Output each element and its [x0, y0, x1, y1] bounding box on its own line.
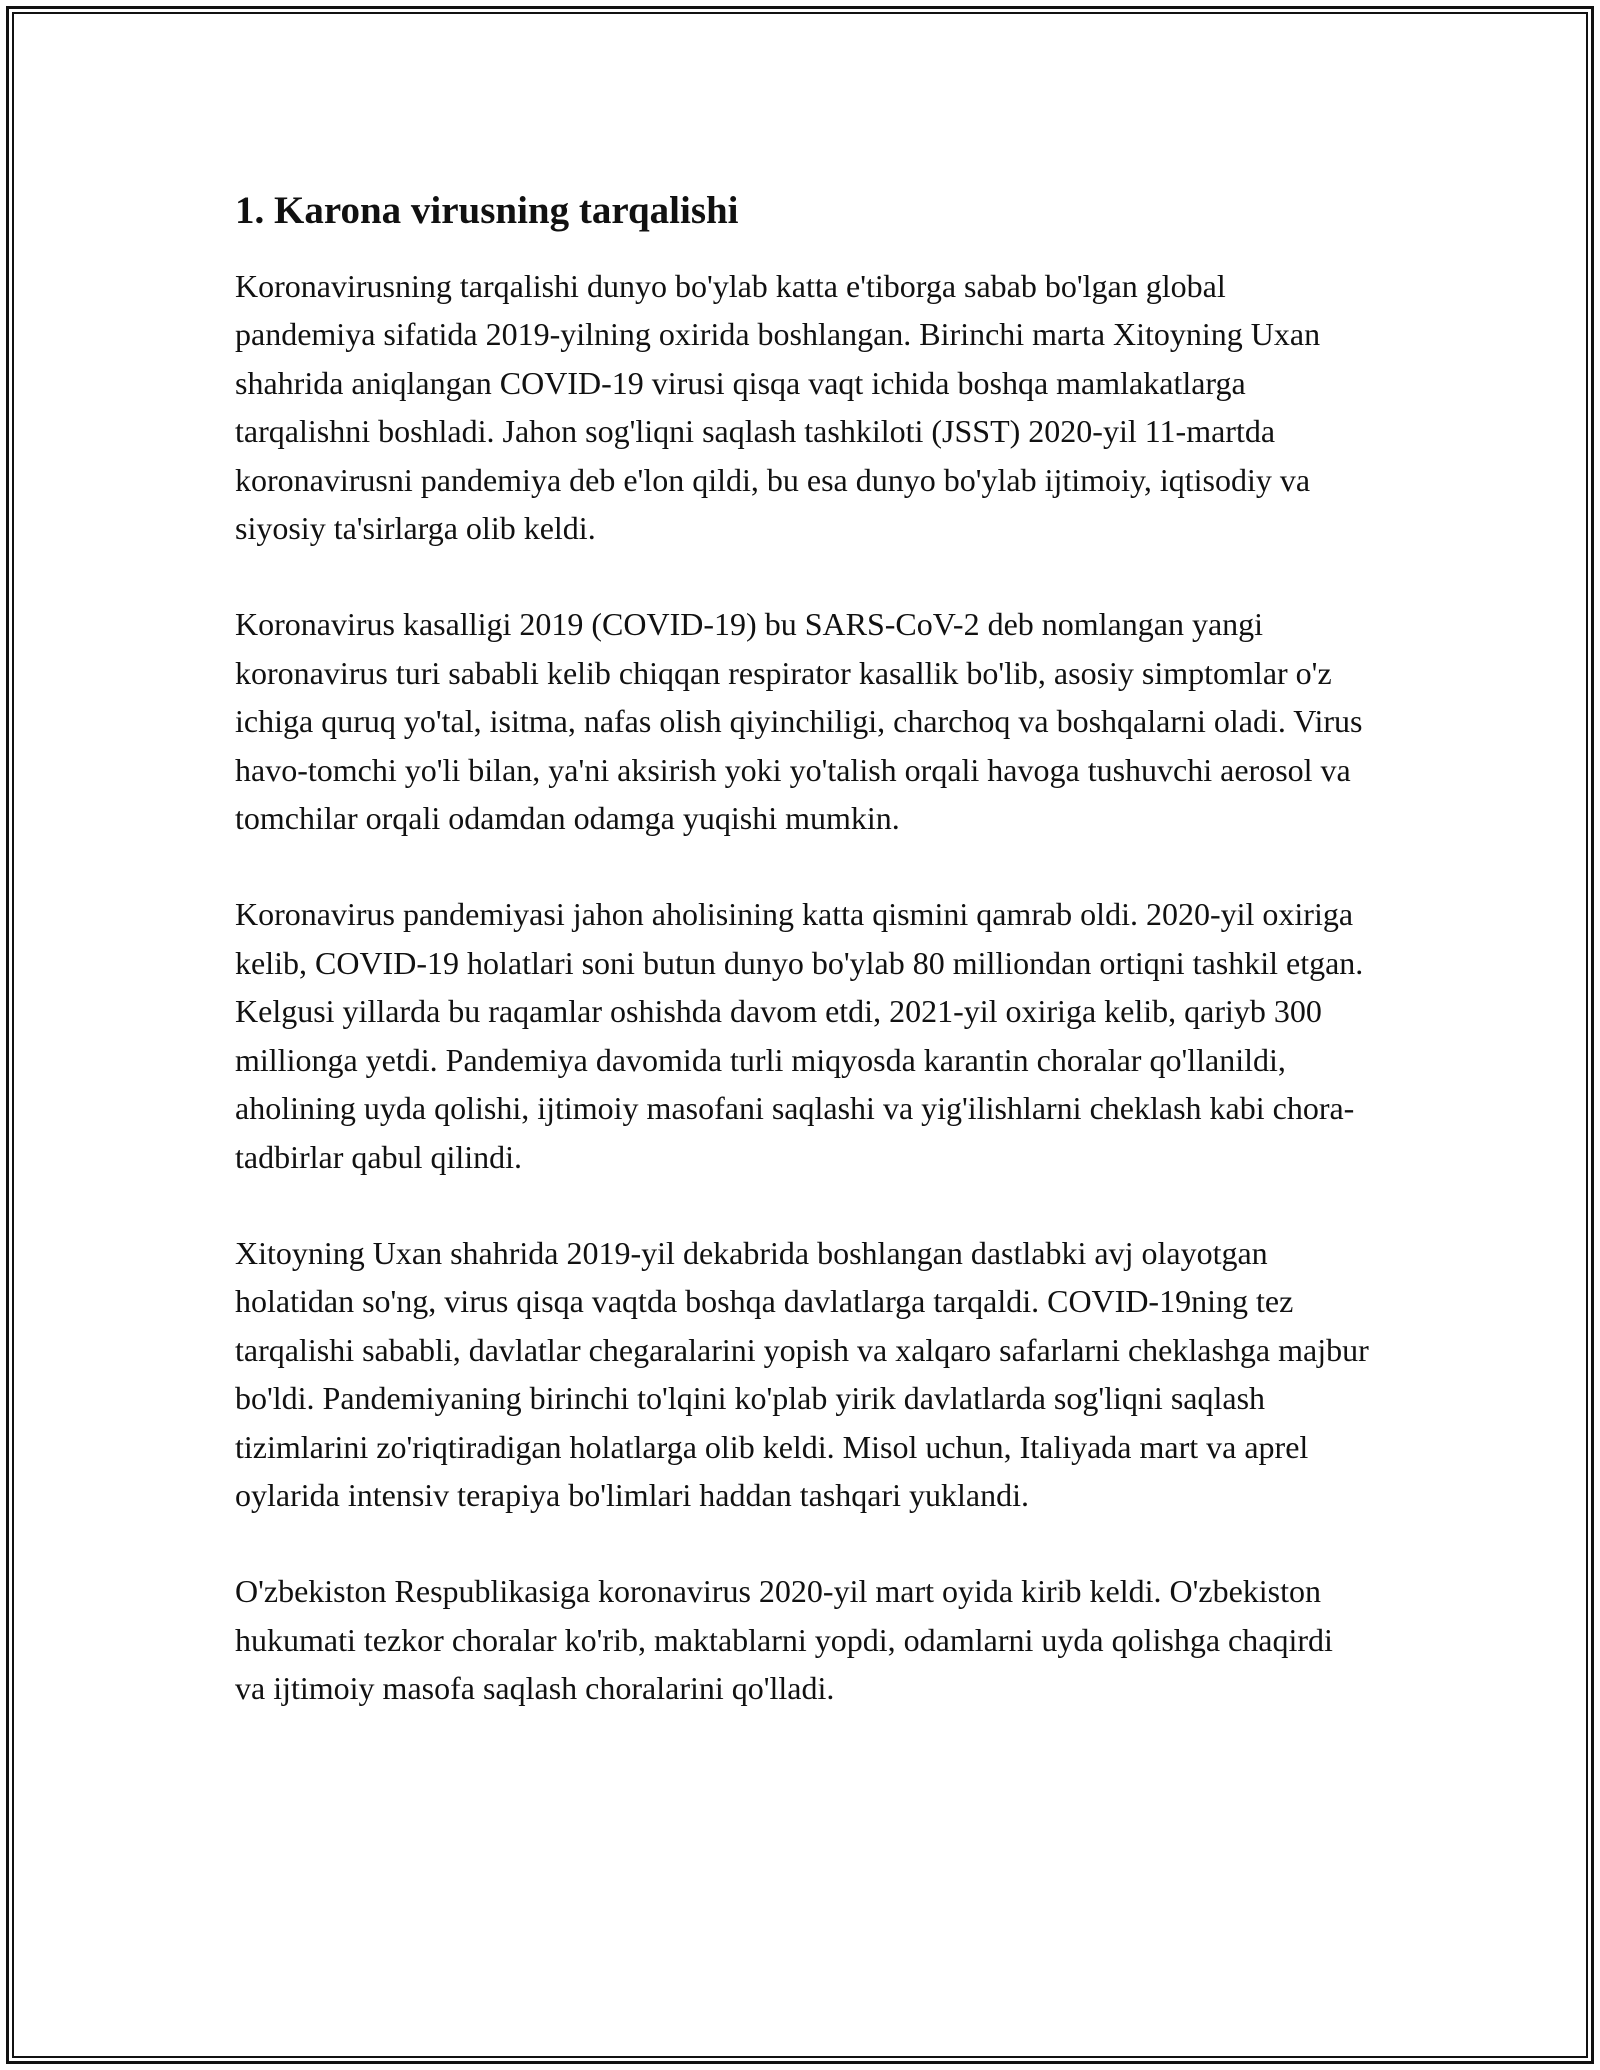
paragraph-disease-description: Koronavirus kasalligi 2019 (COVID-19) bu SARS-CoV-2 deb nomlangan yangi koronavirus turi sababli kelib chiqqan respirator kasallik bo'lib, asosiy simptomlar o'z ichiga quruq yo'tal, isitma, nafas olish qiyinchiligi, charchoq va boshqalarni oladi. Virus havo-tomchi yo'li bilan, ya'ni aksirish yoki yo'talish orqali havoga tushuvchi aerosol va tomchilar orqali odamdan odamga yuqishi mumkin.: [235, 606, 1363, 837]
paragraph-global-scale: Koronavirus pandemiyasi jahon aholisining katta qismini qamrab oldi. 2020-yil oxiriga kelib, COVID-19 holatlari soni butun dunyo bo'ylab 80 milliondan ortiqni tashkil etgan. Kelgusi yillarda bu raqamlar oshishda davom etdi, 2021-yil oxiriga kelib, qariyb 300 millionga yetdi. Pandemiya davomida turli miqyosda karantin choralar qo'llanildi, aholining uyda qolishi, ijtimoiy masofani saqlashi va yig'ilishlarni cheklash kabi chora-tadbirlar qabul qilindi.: [235, 896, 1364, 1175]
paragraph-first-wave: Xitoyning Uxan shahrida 2019-yil dekabrida boshlangan dastlabki avj olayotgan holatidan so'ng, virus qisqa vaqtda boshqa davlatlarga tarqaldi. COVID-19ning tez tarqalishi sababli, davlatlar chegaralarini yopish va xalqaro safarlarni cheklashga majbur bo'ldi. Pandemiyaning birinchi to'lqini ko'plab yirik davlatlarda sog'liqni saqlash tizimlarini zo'riqtiradigan holatlarga olib keldi. Misol uchun, Italiyada mart va aprel oylarida intensiv terapiya bo'limlari haddan tashqari yuklandi.: [235, 1234, 1369, 1513]
paragraph-spread-overview: Koronavirusning tarqalishi dunyo bo'ylab katta e'tiborga sabab bo'lgan global pandemiya sifatida 2019-yilning oxirida boshlangan. Birinchi marta Xitoyning Uxan shahrida aniqlangan COVID-19 virusi qisqa vaqt ichida boshqa mamlakatlarga tarqalishni boshladi. Jahon sog'liqni saqlash tashkiloti (JSST) 2020-yil 11-martda koronavirusni pandemiya deb e'lon qildi, bu esa dunyo bo'ylab ijtimoiy, iqtisodiy va siyosiy ta'sirlarga olib keldi.: [235, 268, 1321, 547]
document-body: [235, 186, 1370, 1761]
section-heading: 1. Karona virusning tarqalishi: [235, 189, 739, 232]
paragraph-uzbekistan: O'zbekiston Respublikasiga koronavirus 2020-yil mart oyida kirib keldi. O'zbekiston hukumati tezkor choralar ko'rib, maktablarni yopdi, odamlarni uyda qolishga chaqirdi va ijtimoiy masofa saqlash choralarini qo'lladi.: [235, 1573, 1333, 1707]
